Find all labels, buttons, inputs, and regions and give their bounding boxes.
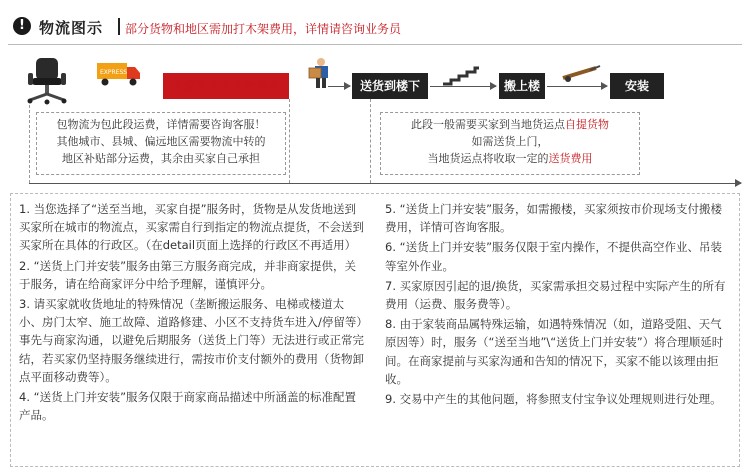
- self-pickup-highlight: 自提货物: [565, 118, 609, 131]
- hand-truck-icon: [560, 64, 602, 84]
- rule-item: 4. “送货上门并安装”服务仅限于商家商品描述中所涵盖的标准配置产品。: [19, 390, 357, 423]
- flow-arrow: [328, 86, 350, 87]
- title-divider: [118, 18, 120, 35]
- bottom-arrow: [29, 183, 741, 184]
- flow-arrow: [547, 86, 607, 87]
- right-info-line: [381, 116, 639, 133]
- rule-item: 8. 由于家装商品属特殊运输，如遇特殊情况（如，道路受阻、天气原因等）时，服务（“送至当地”\“送货上门并安装”）将合理顺延时间。在商家提前与买家沟通和告知的情况下，买家不能以该理由拒收。: [385, 317, 724, 386]
- right-info-box: [380, 112, 640, 175]
- exclamation-icon: !: [13, 17, 31, 35]
- left-connector: [289, 99, 290, 183]
- left-info-line: 包物流为包此段运费，详情需要咨询客服！: [56, 118, 266, 131]
- rules-right-column: [385, 200, 733, 410]
- right-connector: [370, 99, 371, 183]
- buyer-logistics-point-step: 买家所在市区物流点: [163, 73, 289, 99]
- office-chair-icon: [22, 56, 74, 106]
- rule-item: 7. 买家原因引起的退/换货，买家需承担交易过程中实际产生的所有费用（运费、服务费等）。: [385, 278, 726, 312]
- rule-item: 2. “送货上门并安装”服务由第三方服务商完成，并非商家提供，关于服务，请在给商家评分中给予理解，谨慎评分。: [19, 258, 357, 291]
- rule-item: 9. 交易中产生的其他问题，将参照支付宝争议处理规则进行处理。: [385, 392, 722, 407]
- flow-arrow: [430, 86, 496, 87]
- header-note: 部分货物和地区需加打木架费用，详情请咨询业务员: [125, 22, 402, 36]
- left-info-line: 其他城市、县城、偏远地区需要物流中转的: [56, 135, 266, 148]
- svg-text:EXPRESS: EXPRESS: [100, 69, 128, 76]
- delivery-truck-icon: [95, 60, 143, 88]
- left-info-line: 地区补贴部分运费，其余由买家自己承担: [62, 152, 260, 165]
- rule-item: 6. “送货上门并安装”服务仅限于室内操作，不提供高空作业、吊装等室外作业。: [385, 240, 723, 273]
- delivery-fee-highlight: 送货费用: [548, 152, 593, 165]
- section-header: [0, 0, 750, 52]
- left-connector: [29, 105, 30, 183]
- rules-left-column: [19, 200, 365, 426]
- right-info-text: 当地货运点将收取一定的: [427, 152, 549, 165]
- left-info-box: [36, 112, 286, 175]
- rule-item: 1. 当您选择了“送至当地，买家自提”服务时，货物是从发货地送到买家所在城市的物流点，买家需自行到指定的物流点提货，不会送到买家所在具体的行政区。（在detail页面上选择的行政区不再适用）: [19, 202, 364, 253]
- rule-item: 3. 请买家就收货地址的特殊情况（垄断搬运服务、电梯或楼道太小、房门太窄、施工故障、道路修建、小区不支持货车进入/停留等）事先与商家沟通，以避免后期服务（送货上门等）无法进行或正常完结，若买家仍坚持服务继续进行，需按市价支付额外的费用（货物卸点平面移动费等）。: [19, 297, 364, 384]
- rule-item: 5. “送货上门并安装”服务，如需搬楼，买家须按市价现场支付搬楼费用，详情可咨询客服。: [385, 202, 723, 235]
- right-info-line: [381, 150, 639, 167]
- install-step: 安装: [610, 73, 664, 99]
- carry-upstairs-step: 搬上楼: [499, 73, 545, 99]
- header-rule: [8, 44, 742, 45]
- deliver-downstairs-step: 送货到楼下: [352, 73, 428, 99]
- section-title: 物流图示: [39, 19, 104, 37]
- right-info-text: 此段一般需要买家到当地货运点: [411, 118, 565, 131]
- delivery-man-icon: [305, 56, 339, 90]
- right-info-line: 如需送货上门，: [471, 135, 549, 148]
- stairs-icon: [441, 66, 481, 86]
